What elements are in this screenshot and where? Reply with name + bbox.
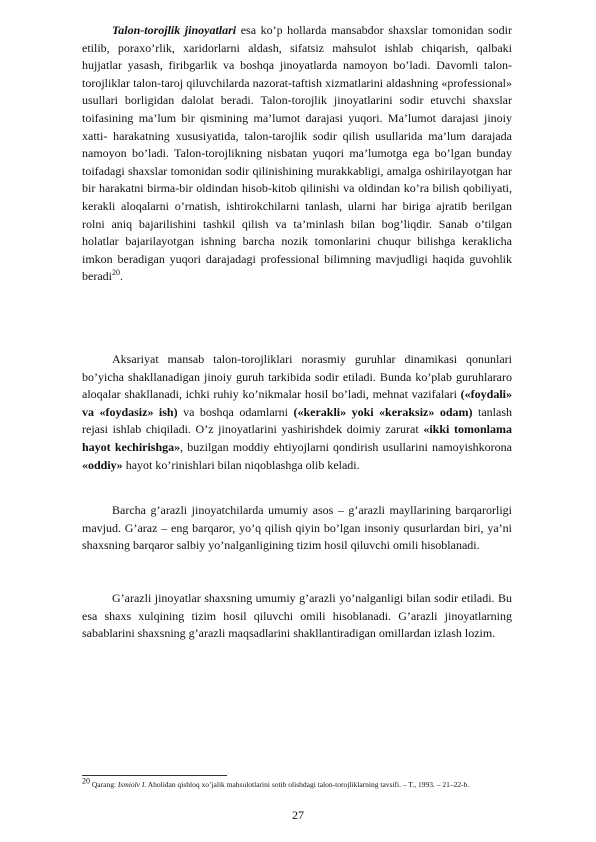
paragraph-1-text: esa ko’p hollarda mansabdor shaxslar tomonidan sodir etilib, poraxo’rlik, xaridorlarni aldash, sifatsiz mahsulot ishlab chiqarish, qalbaki hujjatlar yasash, firibgarlik va boshqa jinoyatlarda namoyon bo’ladi. Davomli talon-torojliklar talon-taroj qiluvchilarda nazorat-taftish xizmatlarini aldashning «professional» usullari borligidan dalolat beradi. Talon-torojlik jinoyatlarini sodir etuvchi shaxslar toifasining ma’lum bir qismining ma’lumot darajasi yuqori. Ma’lumot darajasi jinoiy xatti- harakatning xususiyatida, talon-tarojlik sodir qilish usullarida ma’lum darajada namoyon bo’ladi. Talon-torojlikning nisbatan yuqori ma’lumotga ega bo’lgan bunday toifadagi shaxslar tomonidan sodir qilinishining murakkabligi, amalga oshirilayotgan har bir harakatni birma-bir oldindan hisob-kitob qilinishi va oldindan ko’ra bilish qobiliyati, kerakli aloqalarni o’rnatish, ishtirokchilarni tanlash, ularni har biriga ajratib berilgan rolni aniq bajarilishini tashkil qilish va ta’minlash bilan bog’liqdir. Sanab o’tilgan holatlar bajarilayotgan ishning barcha nozik tomonlarini chuqur bilishga keraklicha imkon beradigan yuqori darajadagi professional bilimning mavjudligi haqida guvohlik beradi xyxy=(82,23,513,284)
bold-phrase-oddiy: «oddiy» xyxy=(82,457,123,472)
paragraph-2-text-c: va boshqa odamlarni xyxy=(177,404,294,419)
term-talon-torojlik: Talon-torojlik jinoyatlari xyxy=(112,23,237,37)
paragraph-3: Barcha g’arazli jinoyatchilarda umumiy asos – g’arazli mayllarining barqarorligi mavjud. G’araz – eng barqaror, yo’q qilish qiyin bo’lgan insoniy qusurlardan biri, ya’ni shaxsning barqaror salbiy yo’nalganligining tizim hosil qiluvchi omili hisoblanadi. xyxy=(82,503,512,553)
paragraph-1-end: . xyxy=(119,269,123,284)
footnote xyxy=(82,776,512,791)
bold-phrase-ish: («foydali» va «foydasiz» ish) xyxy=(82,387,512,419)
paragraph-2-text-a: Aksariyat mansab talon-torojliklari norasmiy guruhlar dinamikasi qonunlari bo’yicha shakllanadigan jinoiy guruh tarkibida sodir etiladi. Bunda ko’plab guruhlararo aloqalar shakllanadi, ichki ruhiy ko’nikmalar hosil bo’ladi, mehnat vazifalari xyxy=(82,352,512,402)
bold-phrase-odam: («kerakli» yoki «keraksiz» odam) xyxy=(293,404,473,419)
paragraph-2-text-e: , buzilgan moddiy ehtiyojlarni qondirish usullarini namoyishkorona xyxy=(180,439,512,454)
page-number: 27 xyxy=(292,808,304,822)
paragraph-4: G’arazli jinoyatlar shaxsning umumiy g’arazli yo’nalganligi bilan sodir etiladi. Bu esa shaxs xulqining tizim hosil qiluvchi omili hisoblanadi. G’arazli jinoyatlarning sabablarini shaxsning g’arazli maqsadlarini shakllantiradigan omillardan izlash lozim. xyxy=(82,591,512,641)
footnote-divider xyxy=(82,775,227,776)
paragraph-2-text-d: tanlash rejasi ishlab chiqiladi. O’z jinoyatlarini yashirishdek doimiy zarurat xyxy=(82,404,512,437)
paragraph-2-text-f: hayot ko’rinishlari bilan niqoblashga olib keladi. xyxy=(122,457,360,472)
footnote-reference[interactable]: 20 xyxy=(111,268,120,278)
footnote-text: Aholidan qishloq xo’jalik mahsulotlarini sotib olishdagi talon-torojliklarning tavsifi. – T., 1993. – 21–22-b. xyxy=(146,780,470,789)
bold-phrase-ikki-tomonlama: «ikki tomonlama hayot kechirishga» xyxy=(82,422,512,454)
paragraph-1 xyxy=(82,22,512,286)
footnote-prefix: Qarang: xyxy=(90,780,118,789)
footnote-number: 20 xyxy=(82,776,90,786)
paragraph-2 xyxy=(82,351,512,474)
footnote-author: Ismiolv I. xyxy=(117,780,147,789)
